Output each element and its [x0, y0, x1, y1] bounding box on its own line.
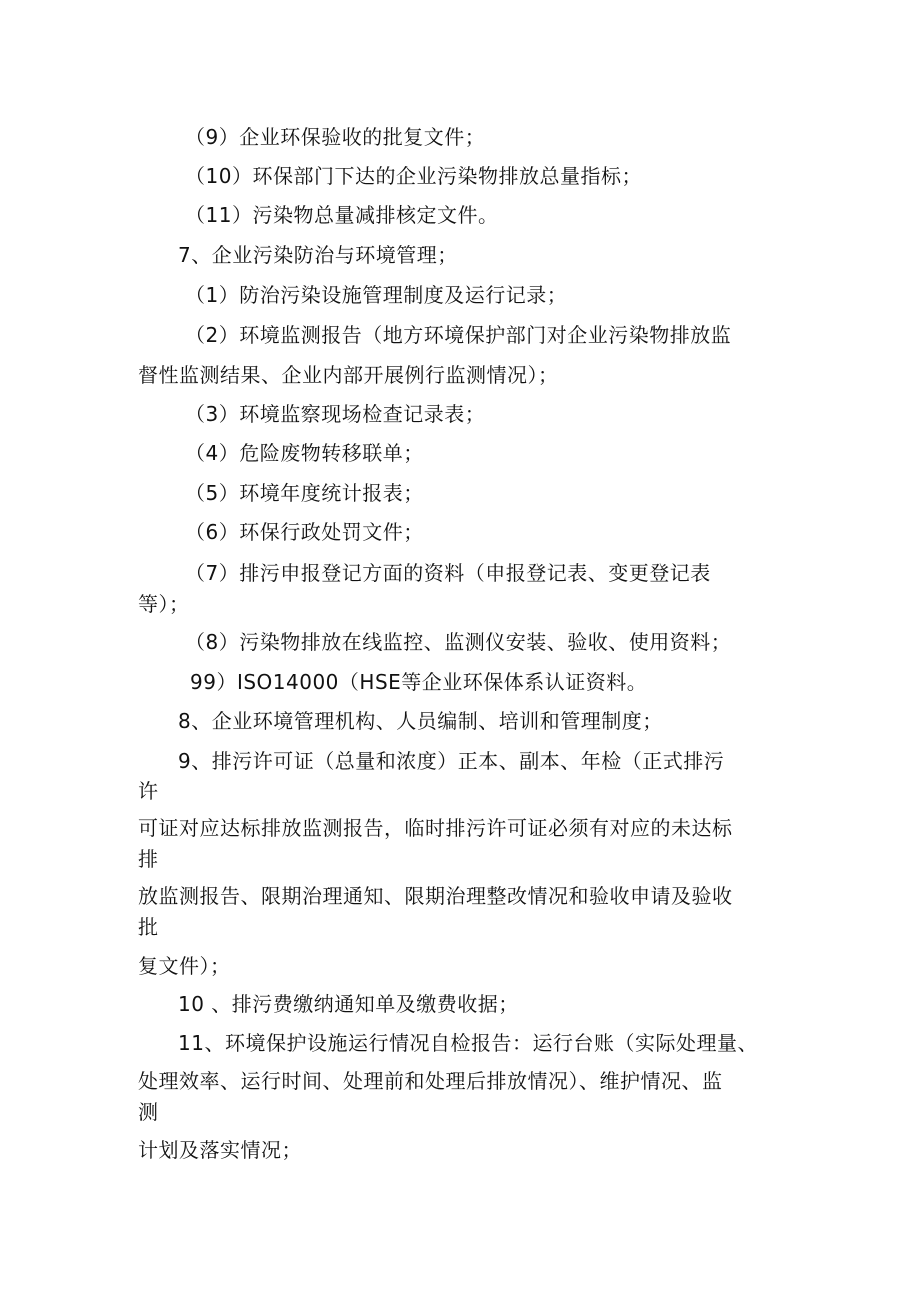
line-2-continued: 督性监测结果、企业内部开展例行监测情况）； [138, 363, 559, 387]
line-10-total-quota: （10）环保部门下达的企业污染物排放总量指标； [185, 164, 642, 188]
section-11-heading: 11、环境保护设施运行情况自检报告：运行台账（实际处理量、 [178, 1031, 758, 1055]
line-4-hazardous-waste: （4）危险废物转移联单； [185, 441, 424, 465]
section-9-wrap-3: 批 [138, 915, 159, 939]
section-7-heading: 7、企业污染防治与环境管理； [178, 243, 458, 267]
section-8-heading: 8、企业环境管理机构、人员编制、培训和管理制度； [178, 709, 663, 733]
section-9-line-3: 放监测报告、限期治理通知、限期治理整改情况和验收申请及验收 [138, 884, 733, 908]
line-7-continued: 等）； [138, 592, 190, 616]
line-3-inspection: （3）环境监察现场检查记录表； [185, 402, 486, 426]
section-9-wrap-1: 许 [138, 779, 159, 803]
section-9-line-2: 可证对应达标排放监测报告，临时排污许可证必须有对应的未达标 [138, 816, 733, 840]
line-99-iso: 99）ISO14000（HSE等企业环保体系认证资料。 [190, 670, 648, 694]
line-11-reduction: （11）污染物总量减排核定文件。 [185, 203, 499, 227]
line-7-registration: （7）排污申报登记方面的资料（申报登记表、变更登记表 [185, 561, 711, 585]
section-9-line-4: 复文件）； [138, 954, 231, 978]
section-11-line-2: 处理效率、运行时间、处理前和处理后排放情况）、维护情况、监 [138, 1069, 723, 1093]
line-5-statistics: （5）环境年度统计报表； [185, 481, 424, 505]
section-11-wrap: 测 [138, 1100, 159, 1124]
section-9-wrap-2: 排 [138, 847, 159, 871]
line-9-acceptance: （9）企业环保验收的批复文件； [185, 125, 486, 149]
line-2-monitoring-report: （2）环境监测报告（地方环境保护部门对企业污染物排放监 [185, 323, 732, 347]
line-6-penalty: （6）环保行政处罚文件； [185, 520, 424, 544]
section-10-heading: 10 、排污费缴纳通知单及缴费收据； [178, 992, 519, 1016]
section-9-heading: 9、排污许可证（总量和浓度）正本、副本、年检（正式排污 [178, 749, 725, 773]
section-11-line-3: 计划及落实情况； [138, 1138, 302, 1162]
line-8-online-monitoring: （8）污染物排放在线监控、监测仪安装、验收、使用资料； [185, 630, 732, 654]
line-1-facility-records: （1）防治污染设施管理制度及运行记录； [185, 283, 568, 307]
